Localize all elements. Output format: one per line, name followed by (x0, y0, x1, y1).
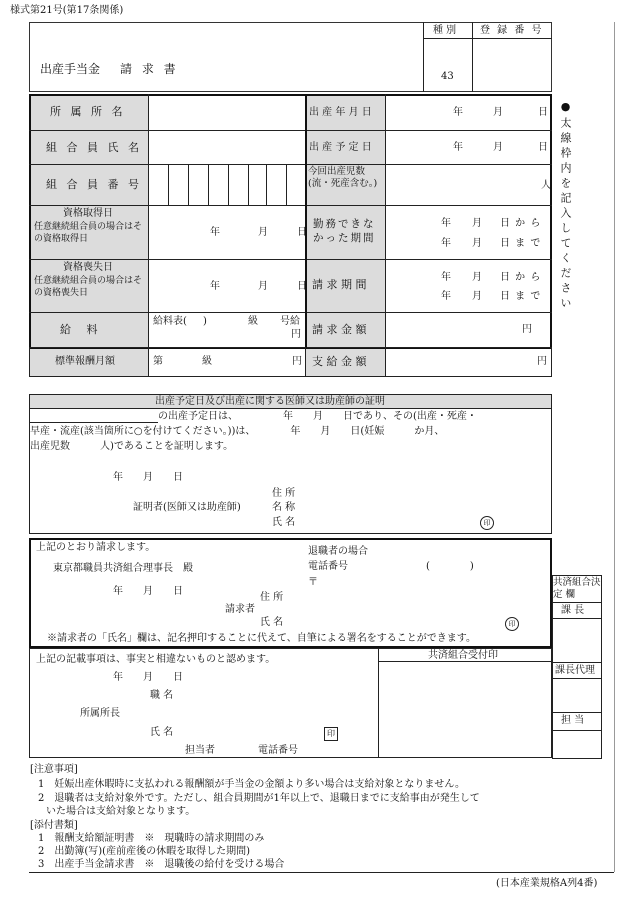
std-reward-dai: 第 (153, 356, 163, 367)
claimant-seal-icon: 印 (505, 617, 519, 631)
absence-from-year: 年 (441, 218, 451, 229)
qual-loss-year: 年 (210, 281, 220, 292)
claim-date: 年 月 日 (113, 586, 183, 597)
office-staff-label: 担当者 (185, 745, 215, 756)
salary-table-label: 給料表( (153, 316, 187, 327)
certification-line-3: 出産児数 人)であることを証明します。 (30, 441, 234, 452)
claim-amount-yen: 円 (522, 324, 532, 335)
claim-from-month: 月 (472, 272, 482, 283)
postal-mark: 〒 (308, 577, 318, 588)
registration-number-label: 登 録 番 号 (480, 25, 544, 36)
affiliation-label: 所 属 所 名 (50, 105, 126, 118)
certification-title: 出産予定日及び出産に関する医師又は助産師の証明 (155, 396, 385, 407)
member-number-label: 組 合 員 番 号 (46, 178, 142, 191)
payment-amount-label: 支 給 金 額 (312, 355, 367, 368)
absence-to-month: 月 (472, 238, 482, 249)
seal-mark-icon: 印 (480, 516, 494, 530)
birth-date-label: 出 産 年 月 日 (309, 107, 372, 118)
due-month: 月 (493, 142, 503, 153)
certifier-org-label: 名 称 (272, 502, 296, 513)
type-label: 種 別 (433, 25, 457, 36)
std-reward-yen: 円 (292, 356, 302, 367)
retired-label: 退職者の場合 (308, 546, 368, 557)
qual-gain-month: 月 (258, 227, 268, 238)
claimant-name-label: 氏 名 (260, 617, 284, 628)
form-number: 様式第21号(第17条関係) (10, 5, 124, 16)
claim-to-month: 月 (472, 291, 482, 302)
footer-standard: (日本産業規格A列4番) (496, 878, 598, 889)
absence-to-year: 年 (441, 238, 451, 249)
office-phone-label: 電話番号 (258, 745, 298, 756)
staff-label: 担 当 (561, 715, 585, 726)
birth-day: 日 (538, 107, 548, 118)
office-head-label: 所属所長 (80, 708, 120, 719)
attachment-3: 3 出産手当金請求書 ※ 退職後の給付を受ける場合 (38, 859, 285, 870)
absence-from-suffix: 日 か ら (500, 218, 542, 229)
chief-label: 課 長 (561, 605, 585, 616)
note-1: 1 妊娠出産休暇時に支払われる報酬額が手当金の金額より多い場合は支給対象となりません。 (38, 779, 465, 790)
office-seal-icon: 印 (324, 727, 338, 741)
claim-from-suffix: 日 か ら (500, 272, 542, 283)
certification-line-2: 早産・流産(該当箇所に○を付けてください。))は、 年 月 日(妊娠 か月、 (30, 426, 445, 437)
page-title: 請 求 書 (120, 62, 179, 76)
qual-loss-month: 月 (258, 281, 268, 292)
claim-amount-label: 請 求 金 額 (312, 323, 367, 336)
claim-to-suffix: 日 ま で (500, 291, 542, 302)
due-year: 年 (453, 142, 463, 153)
children-count-label: 今回出産児数(流・死産含む。) (308, 166, 378, 189)
notes-heading: [注意事項] (30, 764, 78, 775)
office-title-label: 職 名 (150, 690, 174, 701)
phone-label: 電話番号 (308, 561, 348, 572)
qualification-gain-note: 任意継続組合員の場合はその資格取得日 (34, 222, 143, 244)
reception-stamp-label: 共済組合受付印 (428, 650, 498, 661)
note-2: 2 退職者は支給対象外です。ただし、組合員期間が1年以上で、退職日までに支給事由が発生して (38, 793, 480, 804)
absence-period-label: 勤務できなかった期間 (313, 218, 376, 244)
qualification-loss-note: 任意継続組合員の場合はその資格喪失日 (34, 276, 143, 298)
std-reward-grade: 級 (202, 356, 212, 367)
standard-reward-label: 標準報酬月額 (55, 356, 115, 367)
due-date-label: 出 産 予 定 日 (309, 142, 372, 153)
attachment-1: 1 報酬支給額証明書 ※ 現職時の請求期間のみ (38, 833, 265, 844)
salary-grade: 級 (248, 316, 258, 327)
office-name-label: 氏 名 (150, 727, 174, 738)
claim-frame (29, 538, 552, 648)
note-2-continued: いた場合は支給対象となります。 (46, 806, 196, 817)
claim-from-year: 年 (441, 272, 451, 283)
qual-gain-year: 年 (210, 227, 220, 238)
payment-amount-yen: 円 (537, 356, 547, 367)
office-confirm-statement: 上記の記載事項は、事実と相違ないものと認めます。 (36, 654, 276, 665)
salary-table-close: ) (203, 316, 207, 327)
certification-line-1: の出産予定日は、 年 月 日であり、その(出産・死産・ (158, 411, 477, 422)
header-frame (29, 22, 552, 92)
qual-loss-day: 日 (297, 281, 307, 292)
absence-from-month: 月 (472, 218, 482, 229)
claim-addressee: 東京都職員共済組合理事長 殿 (53, 563, 193, 574)
certifier-name-label: 氏 名 (272, 517, 296, 528)
certifier-address-label: 住 所 (272, 488, 296, 499)
claimant-address-label: 住 所 (260, 592, 284, 603)
birth-year: 年 (453, 107, 463, 118)
certification-date: 年 月 日 (113, 472, 183, 483)
absence-to-suffix: 日 ま で (500, 238, 542, 249)
attachments-heading: [添付書類] (30, 820, 78, 831)
phone-area-code: ( ) (426, 561, 474, 572)
deputy-chief-label: 課長代理 (555, 665, 595, 676)
decision-label: 共済組合決 定 欄 (553, 577, 601, 600)
children-unit: 人 (541, 180, 551, 191)
qualification-loss-label: 資格喪失日 (63, 262, 113, 273)
due-day: 日 (538, 142, 548, 153)
signature-note: ※請求者の「氏名」欄は、記名押印することに代えて、自筆による署名をすることができます。 (47, 633, 476, 644)
claim-period-label: 請 求 期 間 (312, 278, 367, 291)
birth-month: 月 (493, 107, 503, 118)
certifier-label: 証明者(医師又は助産師) (133, 502, 241, 513)
salary-yen: 円 (291, 329, 301, 340)
claim-to-year: 年 (441, 291, 451, 302)
attachment-2: 2 出勤簿(写)(産前産後の休暇を取得した期間) (38, 846, 250, 857)
type-value: 43 (441, 71, 454, 82)
office-date: 年 月 日 (113, 672, 183, 683)
claim-statement: 上記のとおり請求します。 (36, 542, 156, 553)
qualification-gain-label: 資格取得日 (63, 208, 113, 219)
salary-step: 号給 (280, 316, 300, 327)
member-name-label: 組 合 員 氏 名 (46, 141, 142, 154)
claimant-label: 請求者 (225, 604, 255, 615)
title-left: 出産手当金 (40, 62, 101, 76)
side-instruction-note: ●太線枠内を記入してください (559, 100, 572, 312)
salary-label: 給 料 (60, 323, 104, 336)
qual-gain-day: 日 (297, 227, 307, 238)
